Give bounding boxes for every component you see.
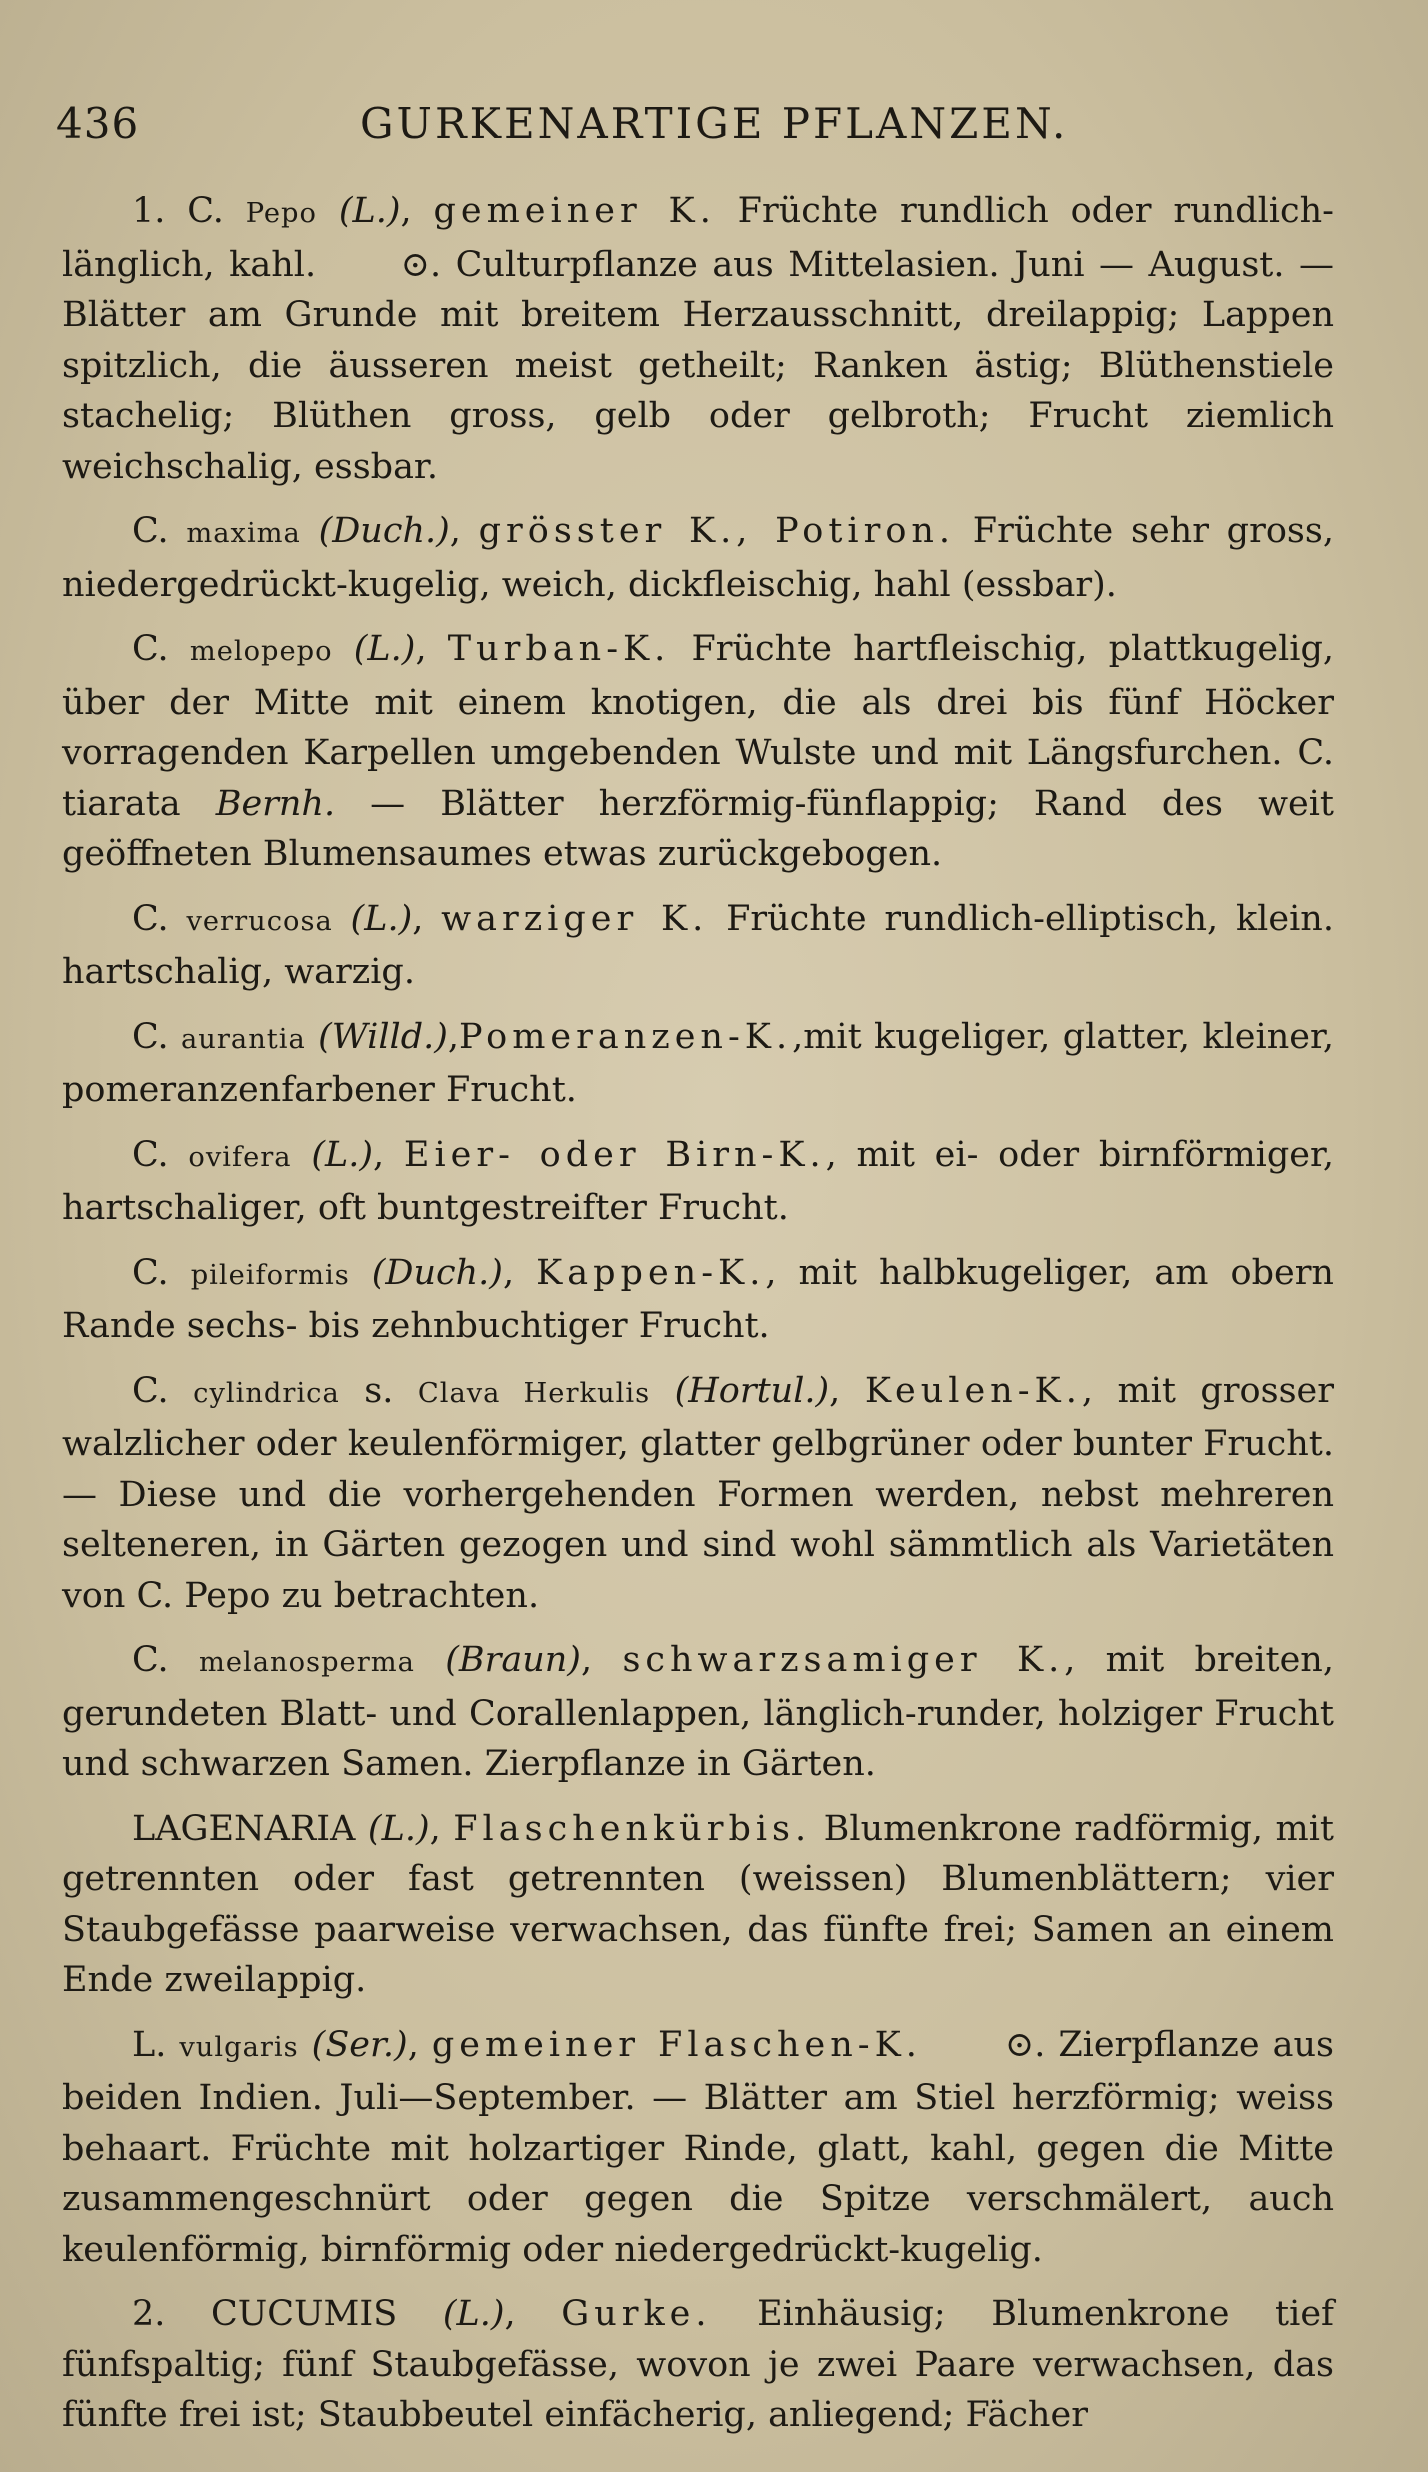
description: Einhäusig; Blumenkrone tief fünfspaltig; fünf Staubgefässe, wovon je zwei Paare verwachsen, das fünfte frei ist; Staubbeutel einfächerig, anliegend; Fächer	[62, 2294, 1334, 2435]
species-name-synonym: Clava Herkulis	[417, 1377, 651, 1409]
description-continued: . Zierpflanze aus beiden Indien. Juli—September. — Blätter am Stiel herzförmig; weiss behaart. Früchte mit holzartiger Rinde, glatt, kahl, gegen die Mitte zusammengeschnürt oder gegen die Spitze verschmälert, auch keulenförmig, birnförmig oder niedergedrückt-kugelig.	[62, 2024, 1334, 2270]
species-name: maxima	[186, 518, 301, 549]
genus-abbrev: C.	[187, 191, 246, 231]
description: Früchte rundlich-elliptisch, klein. hartschalig, warzig.	[62, 898, 1334, 992]
common-name: gemeiner Flaschen-K.	[431, 2024, 922, 2065]
common-name: Flaschenkürbis.	[453, 1808, 812, 1849]
species-name: cylindrica	[193, 1377, 340, 1409]
species-name: ovifera	[188, 1141, 292, 1173]
annual-symbol-icon: ⊙	[400, 244, 430, 285]
description: Blumenkrone radförmig, mit getrennten oder fast getrennten (weissen) Blumenblättern; vier Staubgefässe paarweise verwachsen, das fünfte frei; Samen an einem Ende zweilappig.	[62, 1808, 1334, 2000]
common-name: warziger K.	[441, 898, 709, 939]
species-name: pileiformis	[190, 1259, 350, 1291]
genus-abbrev: C.	[132, 898, 187, 939]
genus-abbrev: C.	[132, 511, 187, 551]
species-entry-cylindrica: C. cylindrica s. Clava Herkulis (Hortul.), Keulen-K., mit grosser walzlicher oder keulenförmiger, glatter gelbgrüner oder bunter Frucht. — Diese und die vorhergehenden Formen werden, nebst mehreren selteneren, in Gärten gezogen und sind wohl sämmtlich als Varietäten von C. Pepo zu betrachten.	[62, 1370, 1334, 1616]
common-name: grösster K., Potiron.	[478, 511, 956, 551]
annual-symbol-icon: ⊙	[1004, 2024, 1035, 2065]
author-citation: (Braun)	[445, 1640, 581, 1680]
genus-abbrev: C.	[132, 629, 190, 669]
species-entry-verrucosa: C. verrucosa (L.), warziger K. Früchte rundlich-elliptisch, klein. hartschalig, warzig.	[62, 898, 1334, 992]
species-entry-ovifera: C. ovifera (L.), Eier- oder Birn-K., mit ei- oder birnförmiger, hartschaliger, oft buntgestreifter Frucht.	[62, 1134, 1334, 1228]
genus-abbrev: C.	[132, 1252, 191, 1293]
author-citation: (L.)	[338, 191, 401, 231]
species-entry-melanosperma: C. melanosperma (Braun), schwarzsamiger K., mit breiten, gerundeten Blatt- und Corallenlappen, länglich-runder, holziger Frucht und schwarzen Samen. Zierpflanze in Gärten.	[62, 1640, 1334, 1784]
common-name: Pomeranzen-K.	[459, 1016, 793, 1057]
entry-number: 2.	[132, 2294, 211, 2334]
author-citation: (Duch.)	[371, 1252, 503, 1293]
genus-name: LAGENARIA	[132, 1808, 356, 1849]
genus-name: CUCUMIS	[211, 2294, 398, 2334]
author-citation: (Willd.)	[318, 1016, 448, 1057]
description-continued: . Culturpflanze aus Mittelasien. Juni — August. — Blätter am Grunde mit breitem Herzausschnitt, dreilappig; Lappen spitzlich, die äusseren meist getheilt; Ranken ästig; Blüthenstiele stachelig; Blüthen gross, gelb oder gelbroth; Frucht ziemlich weichschalig, essbar.	[62, 244, 1334, 487]
species-name: melanosperma	[199, 1647, 415, 1678]
species-name: Pepo	[245, 198, 317, 229]
species-name: vulgaris	[179, 2031, 299, 2063]
species-entry-aurantia: C. aurantia (Willd.),Pomeranzen-K.,mit kugeliger, glatter, kleiner, pomeranzenfarbener Frucht.	[62, 1016, 1334, 1110]
genus-abbrev: C.	[132, 1016, 182, 1057]
author-citation: (L.)	[353, 629, 416, 669]
page-header	[52, 96, 1382, 156]
genus-entry-cucumis: 2. CUCUMIS (L.), Gurke. Einhäusig; Blumenkrone tief fünfspaltig; fünf Staubgefässe, wovon je zwei Paare verwachsen, das fünfte frei ist; Staubbeutel einfächerig, anliegend; Fächer	[62, 2294, 1334, 2435]
species-entry-maxima: C. maxima (Duch.), grösster K., Potiron. Früchte sehr gross, niedergedrückt-kugelig, weich, dickfleischig, hahl (essbar).	[62, 511, 1334, 605]
common-name: Gurke.	[561, 2294, 712, 2334]
species-name: aurantia	[181, 1023, 306, 1055]
body-text	[62, 186, 1334, 2455]
author-citation: (Hortul.)	[674, 1370, 830, 1411]
genus-abbrev: C.	[132, 1370, 194, 1411]
description: , mit breiten, gerundeten Blatt- und Corallenlappen, länglich-runder, holziger Frucht und schwarzen Samen. Zierpflanze in Gärten.	[62, 1640, 1334, 1784]
entry-number: 1.	[132, 191, 188, 231]
species-name: verrucosa	[186, 905, 333, 937]
author-citation: (Ser.)	[311, 2024, 408, 2065]
description-continued: — Blätter herzförmig-fünflappig; Rand des weit geöffneten Blumensaumes etwas zurückgebogen.	[62, 783, 1334, 874]
common-name: Eier- oder Birn-K.	[403, 1134, 826, 1175]
species-entry-pileiformis: C. pileiformis (Duch.), Kappen-K., mit halbkugeliger, am obern Rande sechs- bis zehnbuchtiger Frucht.	[62, 1252, 1334, 1346]
common-name: Turban-K.	[447, 629, 671, 669]
common-name: schwarzsamiger K.	[622, 1640, 1065, 1680]
description: Früchte rundlich oder rundlich-länglich, kahl.	[62, 191, 1334, 285]
common-name: Kappen-K.	[536, 1252, 766, 1293]
author-citation: (L.)	[350, 898, 413, 939]
synonym-connector: s.	[339, 1370, 418, 1411]
genus-entry-lagenaria: LAGENARIA (L.), Flaschenkürbis. Blumenkrone radförmig, mit getrennten oder fast getrennten (weissen) Blumenblättern; vier Staubgefässe paarweise verwachsen, das fünfte frei; Samen an einem Ende zweilappig.	[62, 1808, 1334, 2000]
species-name: melopepo	[189, 636, 333, 667]
synonym-author: Bernh.	[215, 783, 336, 824]
description: Früchte sehr gross, niedergedrückt-kugelig, weich, dickfleischig, hahl (essbar).	[62, 511, 1334, 605]
genus-abbrev: C.	[132, 1134, 189, 1175]
common-name: gemeiner K.	[433, 191, 716, 231]
running-title: GURKENARTIGE PFLANZEN.	[360, 99, 1069, 148]
genus-abbrev: C.	[132, 1640, 199, 1680]
description: , mit ei- oder birnförmiger, hartschaliger, oft buntgestreifter Frucht.	[62, 1134, 1334, 1228]
species-entry-pepo: 1. C. Pepo (L.), gemeiner K. Früchte rundlich oder rundlich-länglich, kahl. ⊙. Culturpflanze aus Mittelasien. Juni — August. — Blätter am Grunde mit breitem Herzausschnitt, dreilappig; Lappen spitzlich, die äusseren meist getheilt; Ranken ästig; Blüthenstiele stachelig; Blüthen gross, gelb oder gelbroth; Frucht ziemlich weichschalig, essbar.	[62, 191, 1334, 487]
page-number: 436	[56, 99, 140, 148]
description: , mit halbkugeliger, am obern Rande sechs- bis zehnbuchtiger Frucht.	[62, 1252, 1334, 1346]
description: , mit grosser walzlicher oder keulenförmiger, glatter gelbgrüner oder bunter Frucht. — Diese und die vorhergehenden Formen werden, nebst mehreren selteneren, in Gärten gezogen und sind wohl sämmtlich als Varietäten von C. Pepo zu betrachten.	[62, 1370, 1334, 1616]
author-citation: (Duch.)	[318, 511, 450, 551]
description: Früchte hartfleischig, plattkugelig, über der Mitte mit einem knotigen, die als drei bis fünf Höcker vorragenden Karpellen umgebenden Wulste und mit Längsfurchen. C. tiarata	[62, 629, 1334, 824]
author-citation: (L.)	[311, 1134, 374, 1175]
species-entry-vulgaris: L. vulgaris (Ser.), gemeiner Flaschen-K. ⊙. Zierpflanze aus beiden Indien. Juli—September. — Blätter am Stiel herzförmig; weiss behaart. Früchte mit holzartiger Rinde, glatt, kahl, gegen die Mitte zusammengeschnürt oder gegen die Spitze verschmälert, auch keulenförmig, birnförmig oder niedergedrückt-kugelig.	[62, 2020, 1334, 2276]
author-citation: (L.)	[442, 2294, 505, 2334]
author-citation: (L.)	[367, 1808, 430, 1849]
genus-abbrev: L.	[132, 2024, 180, 2065]
species-entry-melopepo: C. melopepo (L.), Turban-K. Früchte hartfleischig, plattkugelig, über der Mitte mit einem knotigen, die als drei bis fünf Höcker vorragenden Karpellen umgebenden Wulste und mit Längsfurchen. C. tiarata Bernh. — Blätter herzförmig-fünflappig; Rand des weit geöffneten Blumensaumes etwas zurückgebogen.	[62, 629, 1334, 874]
description: ,mit kugeliger, glatter, kleiner, pomeranzenfarbener Frucht.	[62, 1016, 1334, 1110]
common-name: Keulen-K.	[864, 1370, 1082, 1411]
